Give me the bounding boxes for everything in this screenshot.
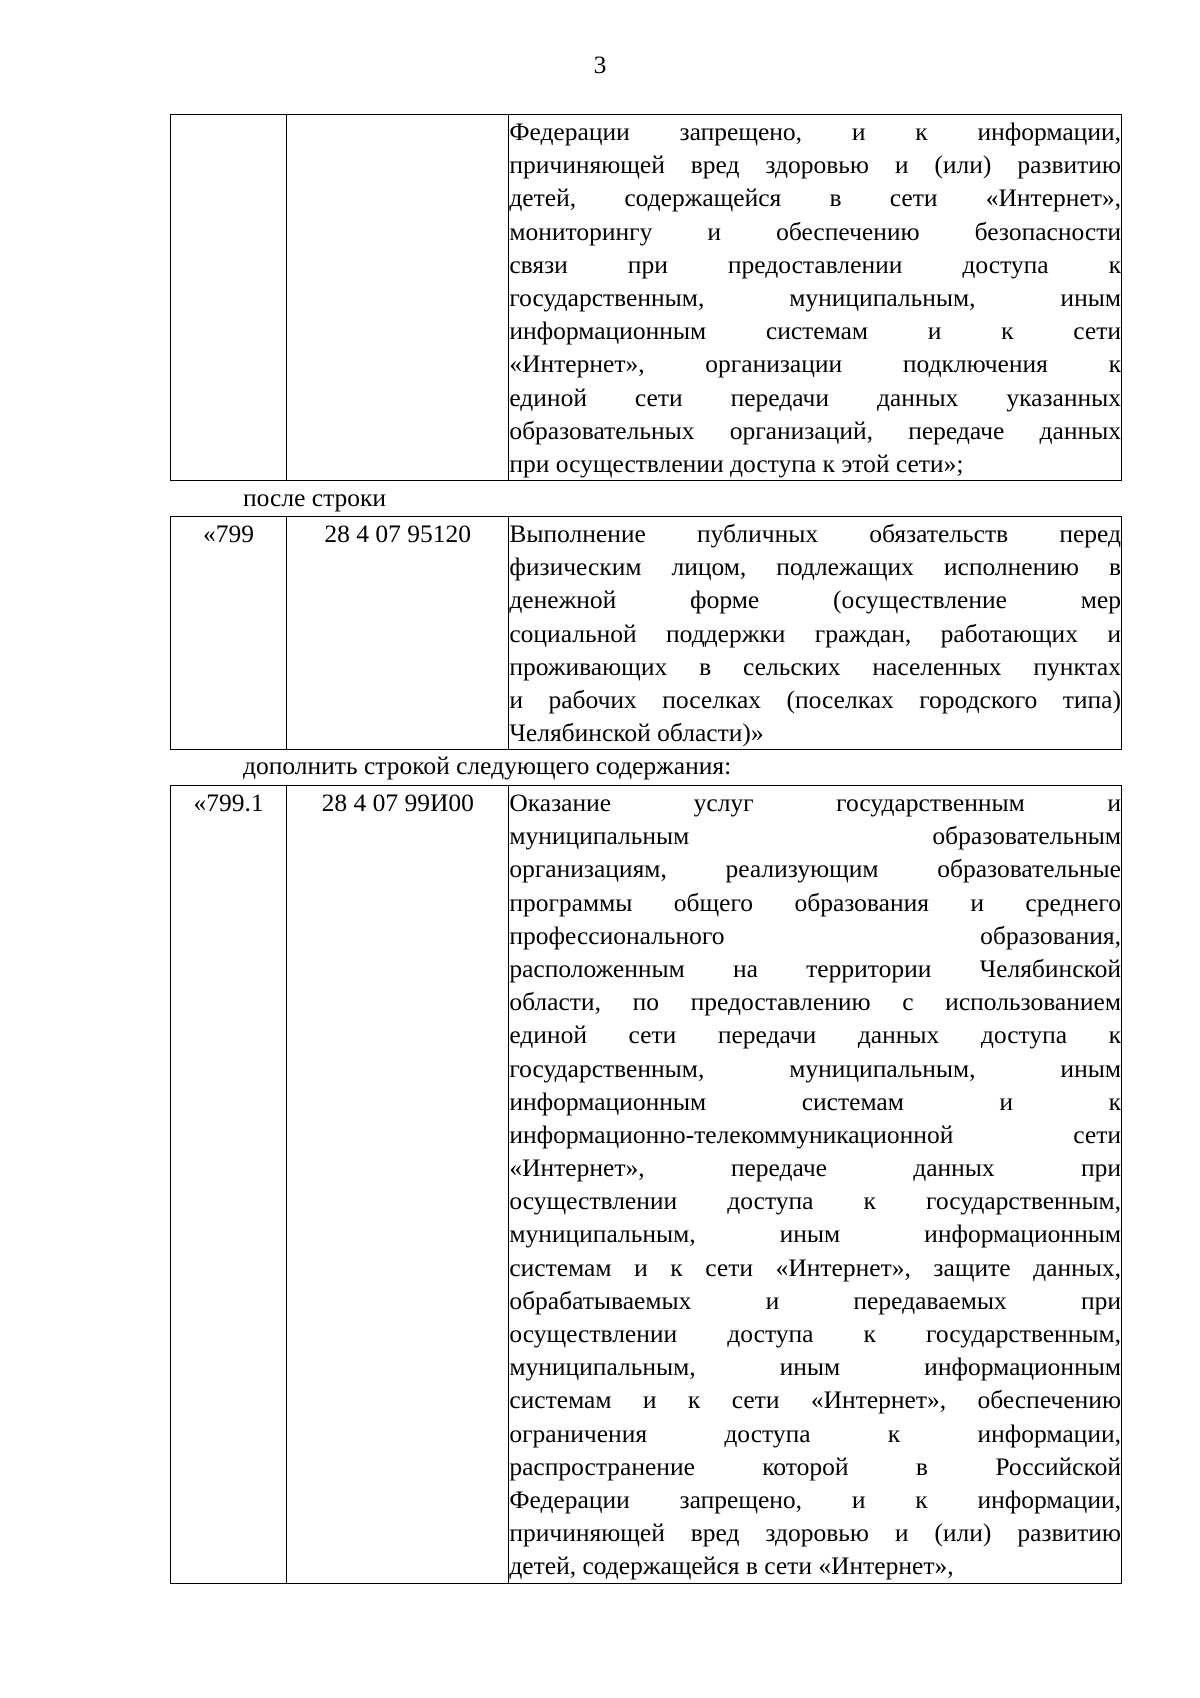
- table-row: [171, 786, 1122, 1584]
- description-line: денежной форме (осуществление мер: [509, 585, 1121, 615]
- description-line: осуществлении доступа к государственным,: [509, 1186, 1121, 1216]
- row-number-cell: «799.1: [171, 786, 287, 1584]
- budget-code-table-continuation: [170, 114, 1122, 481]
- description-line: Челябинской области)»: [509, 718, 764, 748]
- description-line: образовательных организаций, передаче данных: [509, 415, 1121, 445]
- description-line: социальной поддержки граждан, работающих и: [509, 618, 1121, 648]
- budget-code-table-existing-row: [170, 516, 1122, 750]
- description-line: мониторингу и обеспечению безопасности: [509, 216, 1121, 246]
- budget-code-table-new-row: [170, 785, 1122, 1584]
- row-number-cell: [171, 115, 287, 481]
- description-line: причиняющей вред здоровью и (или) развитию: [509, 1518, 1121, 1548]
- description-line: «Интернет», организации подключения к: [509, 349, 1121, 379]
- description-line: детей, содержащейся в сети «Интернет»,: [509, 1551, 954, 1581]
- description-line: ограничения доступа к информации,: [509, 1418, 1121, 1448]
- description-line: физическим лицом, подлежащих исполнению в: [509, 552, 1121, 582]
- description-line: Выполнение публичных обязательств перед: [509, 519, 1121, 548]
- row-number-cell: «799: [171, 517, 287, 750]
- description-line: единой сети передачи данных указанных: [509, 382, 1121, 412]
- description-line: системам и к сети «Интернет», защите данных,: [509, 1252, 1121, 1282]
- target-code-cell: 28 4 07 99И00: [287, 786, 509, 1584]
- description-line: Федерации запрещено, и к информации,: [509, 117, 1121, 146]
- description-line: связи при предоставлении доступа к: [509, 249, 1121, 279]
- description-line: Федерации запрещено, и к информации,: [509, 1484, 1121, 1514]
- description-line: проживающих в сельских населенных пунктах: [509, 651, 1121, 681]
- page-number: 3: [593, 50, 607, 79]
- description-line: организациям, реализующим образовательные: [509, 854, 1121, 884]
- description-line: государственным, муниципальным, иным: [509, 282, 1121, 312]
- description-line: осуществлении доступа к государственным,: [509, 1319, 1121, 1348]
- target-code-cell: [287, 115, 509, 481]
- description-line: муниципальным, иным информационным: [509, 1219, 1121, 1249]
- description-cell: [509, 786, 1122, 1584]
- description-line: системам и к сети «Интернет», обеспечению: [509, 1385, 1121, 1415]
- description-line: распространение которой в Российской: [509, 1451, 1121, 1481]
- description-line: единой сети передачи данных доступа к: [509, 1020, 1121, 1050]
- description-line: муниципальным образовательным: [509, 821, 1121, 851]
- description-line: информационным системам и к сети: [509, 316, 1121, 346]
- description-line: детей, содержащейся в сети «Интернет»,: [509, 183, 1121, 213]
- table-row: [171, 115, 1122, 481]
- description-line: и рабочих поселках (поселках городского типа): [509, 684, 1121, 714]
- instruction-after-row: после строки: [243, 483, 387, 512]
- description-line: государственным, муниципальным, иным: [509, 1053, 1121, 1083]
- description-line: Оказание услуг государственным и: [509, 788, 1121, 817]
- description-line: области, по предоставлению с использованием: [509, 987, 1121, 1017]
- description-line: обрабатываемых и передаваемых при: [509, 1285, 1121, 1315]
- description-line: муниципальным, иным информационным: [509, 1352, 1121, 1382]
- description-line: причиняющей вред здоровью и (или) развитию: [509, 150, 1121, 180]
- target-code-cell: 28 4 07 95120: [287, 517, 509, 750]
- description-line: информационно-телекоммуникационной сети: [509, 1119, 1121, 1149]
- table-row: [171, 517, 1122, 750]
- description-line: профессионального образования,: [509, 920, 1121, 950]
- description-cell: [509, 517, 1122, 750]
- description-line: расположенным на территории Челябинской: [509, 953, 1121, 983]
- description-cell: [509, 115, 1122, 481]
- instruction-add-row: дополнить строкой следующего содержания:: [243, 751, 732, 780]
- description-line: «Интернет», передаче данных при: [509, 1153, 1121, 1183]
- description-line: информационным системам и к: [509, 1086, 1121, 1116]
- description-line: при осуществлении доступа к этой сети»;: [509, 448, 964, 478]
- description-line: программы общего образования и среднего: [509, 887, 1121, 917]
